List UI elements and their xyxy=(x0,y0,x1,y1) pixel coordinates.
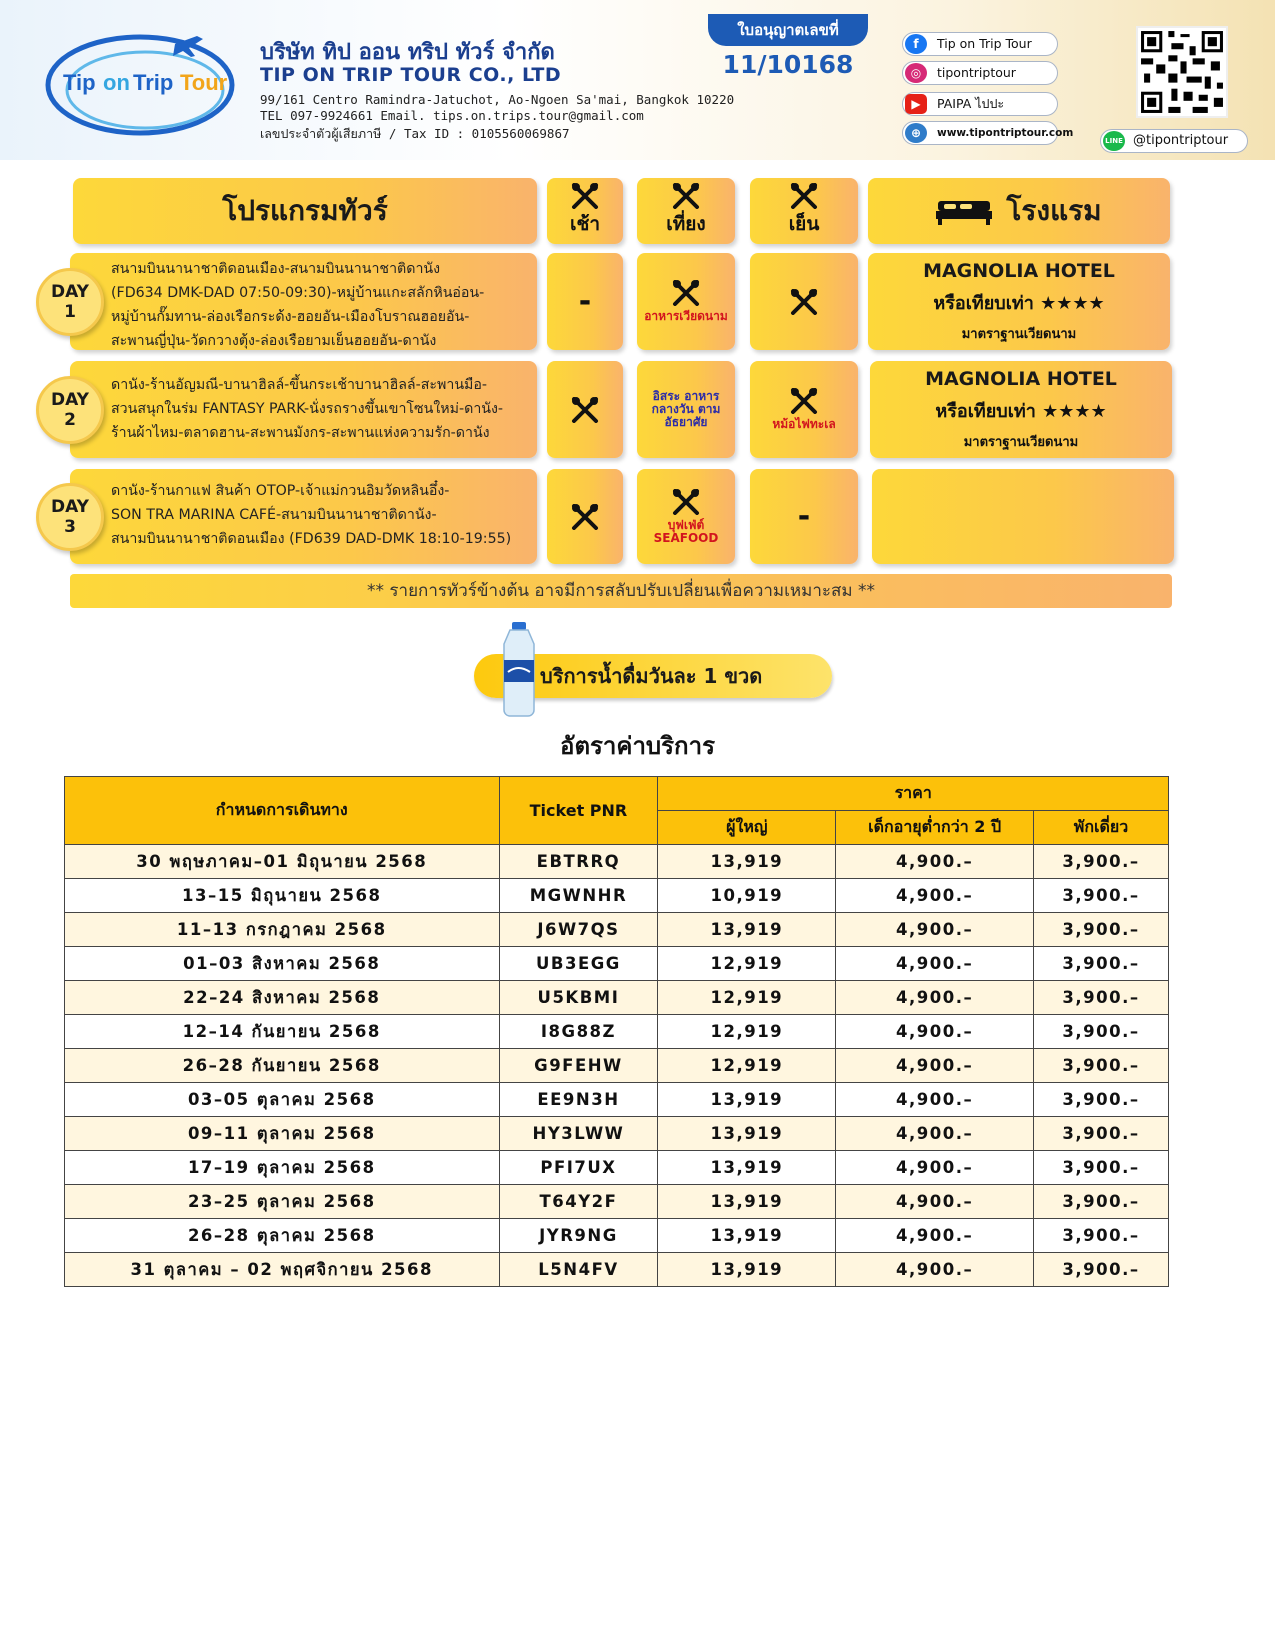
column-header-date: กำหนดการเดินทาง xyxy=(65,777,500,845)
company-address: 99/161 Centro Ramindra-Jatuchot, Ao-Ngoen Sa'mai, Bangkok 10220 xyxy=(260,92,735,107)
meal-note: อาหารเวียดนาม xyxy=(644,309,728,323)
itinerary-line: หมู่บ้านกั๊มทาน-ล่องเรือกระด้ง-ฮอยอัน-เมืองโบราณฮอยอัน- xyxy=(111,309,470,325)
hotel-name: MAGNOLIA HOTEL xyxy=(923,259,1115,282)
company-tax-id: เลขประจำตัวผู้เสียภาษี / Tax ID : 0105560069867 xyxy=(260,126,570,141)
meal-note: หม้อไฟทะเล xyxy=(772,417,836,431)
hotel-standard: มาตราฐานเวียดนาม xyxy=(963,434,1079,450)
line-id: @tipontriptour xyxy=(1133,133,1229,148)
day3-itinerary-box xyxy=(70,469,537,564)
dinner-header xyxy=(750,178,858,244)
single-supplement-cell: 3,900.– xyxy=(1034,1253,1169,1287)
child-price-cell: 4,900.– xyxy=(836,1117,1034,1151)
pnr-cell: EBTRRQ xyxy=(499,845,658,879)
cutlery-icon xyxy=(789,388,819,414)
table-row xyxy=(65,845,1169,879)
single-supplement-cell: 3,900.– xyxy=(1034,1117,1169,1151)
svg-text:Tour: Tour xyxy=(180,70,228,95)
date-cell: 26–28 กันยายน 2568 xyxy=(65,1049,500,1083)
day-number: 3 xyxy=(64,517,76,537)
cutlery-icon xyxy=(671,183,701,209)
itinerary-line: (FD634 DMK-DAD 07:50-09:30)-หมู่บ้านแกะสลักหินอ่อน- xyxy=(111,285,485,301)
child-price-cell: 4,900.– xyxy=(836,1185,1034,1219)
itinerary-line: ดานัง-ร้านกาแฟ สินค้า OTOP-เจ้าแม่กวนอิมวัดหลินอึ๋ง- xyxy=(111,483,450,499)
day3-dinner xyxy=(750,469,858,564)
pnr-cell: U5KBMI xyxy=(499,981,658,1015)
program-note: ** รายการทัวร์ข้างต้น อาจมีการสลับปรับเปลี่ยนเพื่อความเหมาะสม ** xyxy=(70,574,1172,608)
cutlery-icon xyxy=(570,504,600,530)
child-price-cell: 4,900.– xyxy=(836,1253,1034,1287)
table-row xyxy=(65,913,1169,947)
day2-itinerary xyxy=(111,373,537,445)
cutlery-icon xyxy=(671,489,701,515)
column-header-adult: ผู้ใหญ่ xyxy=(658,811,836,845)
hotel-title: โรงแรม xyxy=(1006,194,1102,227)
day2-lunch xyxy=(637,361,735,458)
single-supplement-cell: 3,900.– xyxy=(1034,1083,1169,1117)
letterhead xyxy=(0,0,1275,160)
social-youtube[interactable] xyxy=(902,92,1058,116)
itinerary-line: สนามบินนานาชาติดอนเมือง-สนามบินนานาชาติดานัง xyxy=(111,261,441,277)
meal-note: อิสระ อาหารกลางวัน ตามอัธยาศัย xyxy=(651,389,721,429)
day1-lunch xyxy=(637,253,735,350)
table-row xyxy=(65,1185,1169,1219)
svg-text:on: on xyxy=(103,70,130,95)
date-cell: 11–13 กรกฎาคม 2568 xyxy=(65,913,500,947)
pnr-cell: HY3LWW xyxy=(499,1117,658,1151)
adult-price-cell: 13,919 xyxy=(658,845,836,879)
day-number: 1 xyxy=(64,302,76,322)
company-name-thai: บริษัท ทิป ออน ทริป ทัวร์ จำกัด xyxy=(260,40,555,65)
column-header-pnr: Ticket PNR xyxy=(499,777,658,845)
table-row xyxy=(65,1151,1169,1185)
social-label: www.tipontriptour.com xyxy=(937,127,1074,139)
child-price-cell: 4,900.– xyxy=(836,1049,1034,1083)
date-cell: 09–11 ตุลาคม 2568 xyxy=(65,1117,500,1151)
day2-badge xyxy=(36,376,104,444)
pnr-cell: EE9N3H xyxy=(499,1083,658,1117)
adult-price-cell: 13,919 xyxy=(658,1185,836,1219)
day3-hotel xyxy=(872,469,1174,564)
date-cell: 22–24 สิงหาคม 2568 xyxy=(65,981,500,1015)
day-number: 2 xyxy=(64,410,76,430)
day3-breakfast xyxy=(547,469,623,564)
date-cell: 31 ตุลาคม – 02 พฤศจิกายน 2568 xyxy=(65,1253,500,1287)
day1-hotel xyxy=(868,253,1170,350)
day2-itinerary-box xyxy=(70,361,537,458)
itinerary-line: ดานัง-ร้านอัญมณี-บานาฮิลล์-ขึ้นกระเช้าบานาฮิลล์-สะพานมือ- xyxy=(111,377,488,393)
instagram-icon: ◎ xyxy=(905,63,927,83)
table-row xyxy=(65,1219,1169,1253)
pnr-cell: PFI7UX xyxy=(499,1151,658,1185)
child-price-cell: 4,900.– xyxy=(836,1083,1034,1117)
day2-hotel xyxy=(870,361,1172,458)
line-contact[interactable] xyxy=(1100,129,1248,153)
adult-price-cell: 13,919 xyxy=(658,1253,836,1287)
water-bottle-icon xyxy=(496,620,542,718)
itinerary-line: SON TRA MARINA CAFÉ-สนามบินนานาชาติดานัง- xyxy=(111,507,437,523)
water-service-text: บริการน้ำดื่มวันละ 1 ขวด xyxy=(540,664,763,688)
pnr-cell: I8G88Z xyxy=(499,1015,658,1049)
column-header-price: ราคา xyxy=(658,777,1169,811)
company-contact: TEL 097-9924661 Email. tips.on.trips.tour@gmail.com xyxy=(260,108,644,123)
svg-text:Trip: Trip xyxy=(133,70,174,95)
hotel-rating: หรือเทียบเท่า ★★★★ xyxy=(935,400,1107,422)
date-cell: 03–05 ตุลาคม 2568 xyxy=(65,1083,500,1117)
meal-none: - xyxy=(797,499,811,534)
itinerary-line: สะพานญี่ปุ่น-วัดกวางตุ้ง-ล่องเรือยามเย็นฮอยอัน-ดานัง xyxy=(111,333,437,349)
child-price-cell: 4,900.– xyxy=(836,981,1034,1015)
qr-code[interactable] xyxy=(1136,26,1228,118)
cutlery-icon xyxy=(671,280,701,306)
adult-price-cell: 10,919 xyxy=(658,879,836,913)
svg-text:Tip: Tip xyxy=(63,70,96,95)
social-label: PAIPA ไปปะ xyxy=(937,96,1005,111)
table-row xyxy=(65,981,1169,1015)
adult-price-cell: 12,919 xyxy=(658,947,836,981)
social-instagram[interactable] xyxy=(902,61,1058,85)
pnr-cell: JYR9NG xyxy=(499,1219,658,1253)
date-cell: 01–03 สิงหาคม 2568 xyxy=(65,947,500,981)
single-supplement-cell: 3,900.– xyxy=(1034,1151,1169,1185)
hotel-name: MAGNOLIA HOTEL xyxy=(925,367,1117,390)
adult-price-cell: 12,919 xyxy=(658,1015,836,1049)
column-header-child: เด็กอายุต่ำกว่า 2 ปี xyxy=(836,811,1034,845)
adult-price-cell: 13,919 xyxy=(658,1219,836,1253)
dinner-label: เย็น xyxy=(788,213,820,235)
day3-badge xyxy=(36,483,104,551)
line-icon: LINE xyxy=(1103,131,1125,151)
single-supplement-cell: 3,900.– xyxy=(1034,1049,1169,1083)
license-number: 11/10168 xyxy=(722,50,854,79)
pnr-cell: MGWNHR xyxy=(499,879,658,913)
adult-price-cell: 13,919 xyxy=(658,1151,836,1185)
single-supplement-cell: 3,900.– xyxy=(1034,1185,1169,1219)
rates-title: อัตราค่าบริการ xyxy=(560,732,715,760)
date-cell: 12–14 กันยายน 2568 xyxy=(65,1015,500,1049)
column-header-single: พักเดี่ยว xyxy=(1034,811,1169,845)
date-cell: 17–19 ตุลาคม 2568 xyxy=(65,1151,500,1185)
date-cell: 13–15 มิถุนายน 2568 xyxy=(65,879,500,913)
itinerary-line: สวนสนุกในร่ม FANTASY PARK-นั่งรถรางขึ้นเขาโซนใหม่-ดานัง- xyxy=(111,401,504,417)
day-label: DAY xyxy=(51,497,89,517)
single-supplement-cell: 3,900.– xyxy=(1034,913,1169,947)
license-label: ใบอนุญาตเลขที่ xyxy=(708,14,868,46)
day-label: DAY xyxy=(51,390,89,410)
child-price-cell: 4,900.– xyxy=(836,1219,1034,1253)
lunch-label: เที่ยง xyxy=(666,213,706,235)
day2-dinner xyxy=(750,361,858,458)
single-supplement-cell: 3,900.– xyxy=(1034,1015,1169,1049)
child-price-cell: 4,900.– xyxy=(836,913,1034,947)
meal-note: บุฟเฟ่ต์ SEAFOOD xyxy=(653,517,719,545)
day-label: DAY xyxy=(51,282,89,302)
pnr-cell: UB3EGG xyxy=(499,947,658,981)
social-label: Tip on Trip Tour xyxy=(937,36,1032,51)
day1-itinerary xyxy=(111,257,537,353)
rates-table xyxy=(64,776,1169,1287)
cutlery-icon xyxy=(570,397,600,423)
adult-price-cell: 12,919 xyxy=(658,1049,836,1083)
day3-itinerary xyxy=(111,479,537,551)
table-row xyxy=(65,1253,1169,1287)
pnr-cell: T64Y2F xyxy=(499,1185,658,1219)
breakfast-header xyxy=(547,178,623,244)
itinerary-line: สนามบินนานาชาติดอนเมือง (FD639 DAD-DMK 18:10-19:55) xyxy=(111,531,512,547)
day1-itinerary-box xyxy=(70,253,537,350)
cutlery-icon xyxy=(789,289,819,315)
adult-price-cell: 13,919 xyxy=(658,1117,836,1151)
adult-price-cell: 13,919 xyxy=(658,913,836,947)
table-row xyxy=(65,1049,1169,1083)
company-logo xyxy=(45,30,235,140)
hotel-header xyxy=(868,178,1170,244)
hotel-rating: หรือเทียบเท่า ★★★★ xyxy=(933,292,1105,314)
program-title: โปรแกรมทัวร์ xyxy=(222,194,388,227)
table-row xyxy=(65,1015,1169,1049)
social-website[interactable] xyxy=(902,121,1074,145)
facebook-icon: f xyxy=(905,34,927,54)
cutlery-icon xyxy=(789,183,819,209)
pnr-cell: J6W7QS xyxy=(499,913,658,947)
date-cell: 30 พฤษภาคม–01 มิถุนายน 2568 xyxy=(65,845,500,879)
table-row xyxy=(65,947,1169,981)
single-supplement-cell: 3,900.– xyxy=(1034,981,1169,1015)
child-price-cell: 4,900.– xyxy=(836,879,1034,913)
single-supplement-cell: 3,900.– xyxy=(1034,879,1169,913)
social-facebook[interactable] xyxy=(902,32,1058,56)
child-price-cell: 4,900.– xyxy=(836,1151,1034,1185)
day3-lunch xyxy=(637,469,735,564)
table-row xyxy=(65,1117,1169,1151)
table-row xyxy=(65,879,1169,913)
itinerary-line: ร้านผ้าไหม-ตลาดฮาน-สะพานมังกร-สะพานแห่งความรัก-ดานัง xyxy=(111,425,490,441)
globe-icon: ⊕ xyxy=(905,123,927,143)
company-name-english: TIP ON TRIP TOUR CO., LTD xyxy=(260,64,562,86)
date-cell: 26–28 ตุลาคม 2568 xyxy=(65,1219,500,1253)
single-supplement-cell: 3,900.– xyxy=(1034,845,1169,879)
program-header xyxy=(73,178,537,244)
day1-dinner xyxy=(750,253,858,350)
child-price-cell: 4,900.– xyxy=(836,845,1034,879)
single-supplement-cell: 3,900.– xyxy=(1034,947,1169,981)
table-row xyxy=(65,1083,1169,1117)
single-supplement-cell: 3,900.– xyxy=(1034,1219,1169,1253)
youtube-icon: ▶ xyxy=(905,94,927,114)
child-price-cell: 4,900.– xyxy=(836,947,1034,981)
cutlery-icon xyxy=(570,183,600,209)
meal-none: - xyxy=(578,284,592,319)
child-price-cell: 4,900.– xyxy=(836,1015,1034,1049)
social-label: tipontriptour xyxy=(937,65,1016,80)
day1-badge xyxy=(36,268,104,336)
adult-price-cell: 13,919 xyxy=(658,1083,836,1117)
breakfast-label: เช้า xyxy=(569,213,601,235)
bed-icon xyxy=(936,195,992,227)
day2-breakfast xyxy=(547,361,623,458)
date-cell: 23–25 ตุลาคม 2568 xyxy=(65,1185,500,1219)
pnr-cell: G9FEHW xyxy=(499,1049,658,1083)
day1-breakfast xyxy=(547,253,623,350)
hotel-standard: มาตราฐานเวียดนาม xyxy=(961,326,1077,342)
lunch-header xyxy=(637,178,735,244)
adult-price-cell: 12,919 xyxy=(658,981,836,1015)
pnr-cell: L5N4FV xyxy=(499,1253,658,1287)
